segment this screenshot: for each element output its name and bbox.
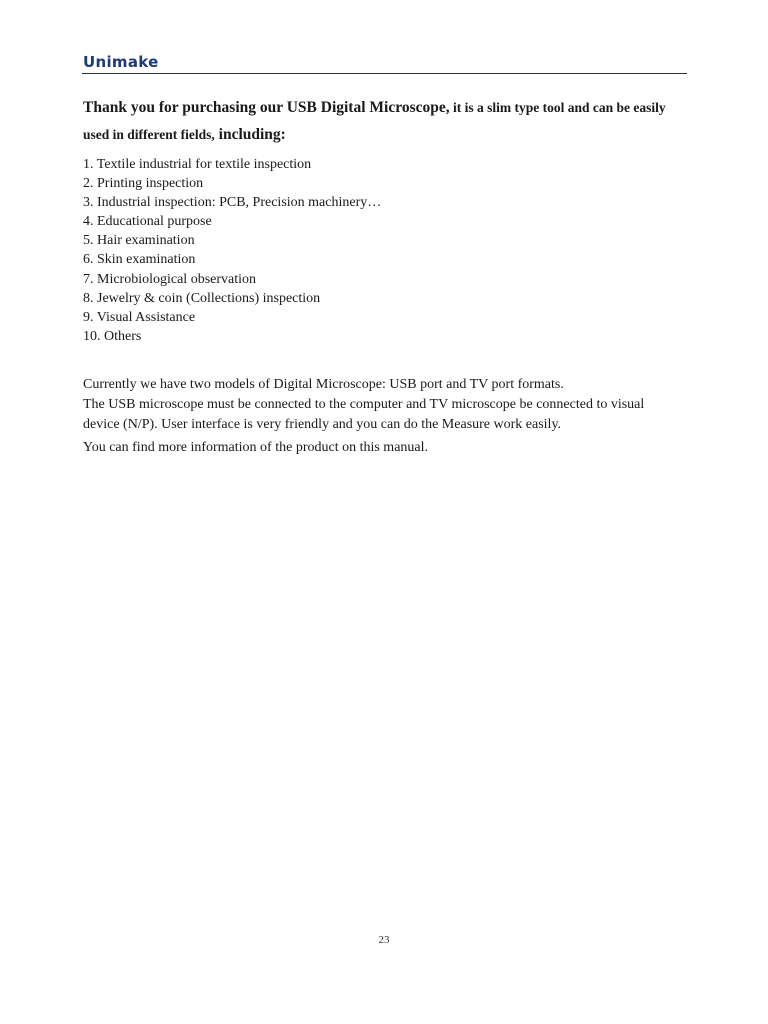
intro-body: it is a slim type tool and can be easily used in different fields, (83, 100, 666, 142)
list-item: 10. Others (83, 328, 142, 344)
list-item: 4. Educational purpose (83, 214, 212, 230)
intro-tail: including: (214, 126, 286, 143)
list-item: 2. Printing inspection (83, 176, 204, 192)
header-divider (82, 73, 687, 74)
list-item: 7. Microbiological observation (83, 271, 257, 287)
models-paragraph: Currently we have two models of Digital Microscope: USB port and TV port formats. (83, 377, 564, 392)
brand-name: Unimake (83, 53, 159, 71)
list-item: 5. Hair examination (83, 233, 195, 249)
list-item: 1. Textile industrial for textile inspection (83, 157, 312, 172)
feature-list (83, 155, 381, 346)
list-item: 6. Skin examination (83, 252, 196, 268)
intro-lead: Thank you for purchasing our USB Digital Microscope, (83, 99, 450, 116)
page-number: 23 (378, 934, 390, 946)
list-item: 8. Jewelry & coin (Collections) inspection (83, 290, 321, 306)
intro-paragraph (83, 94, 693, 148)
connection-paragraph: The USB microscope must be connected to the computer and TV microscope be connected to visual device (N/P). User interface is very friendly and you can do the Measure work easily. (83, 397, 645, 432)
list-item: 3. Industrial inspection: PCB, Precision machinery… (83, 195, 382, 211)
list-item: 9. Visual Assistance (83, 309, 196, 325)
more-info-paragraph: You can find more information of the product on this manual. (83, 440, 429, 455)
